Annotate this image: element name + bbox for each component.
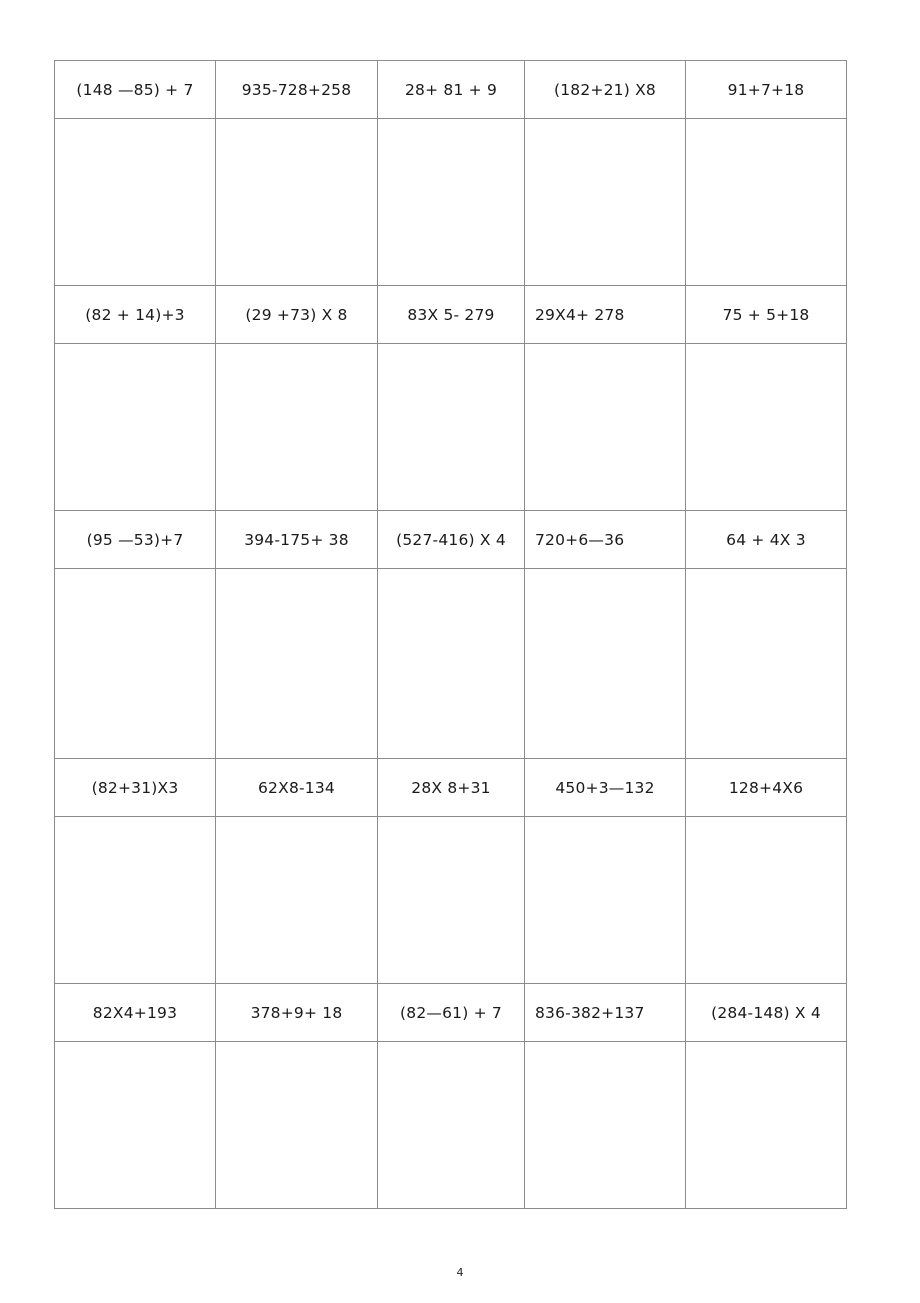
problem-cell: (29 +73) X 8 xyxy=(216,286,378,344)
problem-cell: (82 + 14)+3 xyxy=(55,286,216,344)
problem-cell: 62X8-134 xyxy=(216,759,378,817)
problem-cell: 82X4+193 xyxy=(55,984,216,1042)
problem-cell: (527-416) X 4 xyxy=(378,511,525,569)
answer-space xyxy=(55,1042,216,1209)
problem-cell: (82+31)X3 xyxy=(55,759,216,817)
problem-cell: 450+3—132 xyxy=(525,759,686,817)
arithmetic-worksheet-table xyxy=(54,60,847,1209)
answer-space xyxy=(216,119,378,286)
problem-cell: 29X4+ 278 xyxy=(525,286,686,344)
answer-space xyxy=(686,1042,847,1209)
problem-cell: 83X 5- 279 xyxy=(378,286,525,344)
problem-cell: 836-382+137 xyxy=(525,984,686,1042)
problem-cell: (95 —53)+7 xyxy=(55,511,216,569)
answer-space xyxy=(525,569,686,759)
answer-space xyxy=(378,817,525,984)
answer-space xyxy=(686,344,847,511)
problem-cell: 935-728+258 xyxy=(216,61,378,119)
problem-row xyxy=(55,759,847,817)
problem-cell: 28X 8+31 xyxy=(378,759,525,817)
problem-cell: 128+4X6 xyxy=(686,759,847,817)
answer-space xyxy=(216,344,378,511)
problem-cell: 28+ 81 + 9 xyxy=(378,61,525,119)
answer-space xyxy=(378,119,525,286)
problem-cell: (182+21) X8 xyxy=(525,61,686,119)
answer-space xyxy=(55,817,216,984)
answer-row xyxy=(55,817,847,984)
answer-space xyxy=(525,344,686,511)
problem-cell: 720+6—36 xyxy=(525,511,686,569)
problem-cell: 378+9+ 18 xyxy=(216,984,378,1042)
answer-space xyxy=(55,119,216,286)
answer-space xyxy=(378,1042,525,1209)
problem-cell: 75 + 5+18 xyxy=(686,286,847,344)
answer-space xyxy=(378,344,525,511)
problem-row xyxy=(55,286,847,344)
answer-space xyxy=(525,1042,686,1209)
answer-space xyxy=(686,569,847,759)
answer-space xyxy=(378,569,525,759)
answer-space xyxy=(525,119,686,286)
answer-row xyxy=(55,1042,847,1209)
answer-space xyxy=(216,1042,378,1209)
answer-space xyxy=(216,569,378,759)
problem-cell: (82—61) + 7 xyxy=(378,984,525,1042)
problem-row xyxy=(55,511,847,569)
problem-cell: (148 —85) + 7 xyxy=(55,61,216,119)
problem-row xyxy=(55,61,847,119)
answer-row xyxy=(55,344,847,511)
answer-space xyxy=(55,569,216,759)
answer-space xyxy=(525,817,686,984)
answer-row xyxy=(55,569,847,759)
problem-cell: 91+7+18 xyxy=(686,61,847,119)
answer-row xyxy=(55,119,847,286)
answer-space xyxy=(216,817,378,984)
answer-space xyxy=(686,817,847,984)
problem-cell: 394-175+ 38 xyxy=(216,511,378,569)
problem-cell: 64 + 4X 3 xyxy=(686,511,847,569)
answer-space xyxy=(55,344,216,511)
answer-space xyxy=(686,119,847,286)
problem-row xyxy=(55,984,847,1042)
page-number: 4 xyxy=(456,1266,464,1279)
problem-cell: (284-148) X 4 xyxy=(686,984,847,1042)
